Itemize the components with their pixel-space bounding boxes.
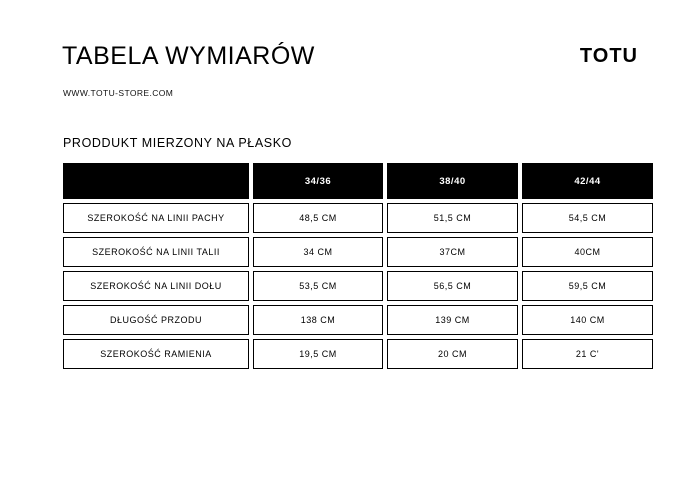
row-label: SZEROKOŚĆ RAMIENIA xyxy=(63,339,249,369)
size-table-container xyxy=(63,163,637,369)
row-label: SZEROKOŚĆ NA LINII PACHY xyxy=(63,203,249,233)
table-header-cell-size-2: 38/40 xyxy=(387,163,518,199)
table-row xyxy=(63,203,653,233)
row-value: 20 CM xyxy=(387,339,518,369)
row-value: 56,5 CM xyxy=(387,271,518,301)
row-value: 140 CM xyxy=(522,305,653,335)
document-header xyxy=(62,44,638,69)
row-value: 37CM xyxy=(387,237,518,267)
row-value: 54,5 CM xyxy=(522,203,653,233)
row-label: SZEROKOŚĆ NA LINII TALII xyxy=(63,237,249,267)
table-header-cell-corner xyxy=(63,163,249,199)
row-value: 139 CM xyxy=(387,305,518,335)
row-value: 34 CM xyxy=(253,237,383,267)
size-table-head xyxy=(63,163,653,199)
table-header-cell-size-3: 42/44 xyxy=(522,163,653,199)
row-value: 59,5 CM xyxy=(522,271,653,301)
table-header-row xyxy=(63,163,653,199)
brand-logo: TOTU xyxy=(579,45,638,67)
website-url: WWW.TOTU-STORE.COM xyxy=(63,88,174,98)
size-table-body xyxy=(63,203,653,369)
row-label: SZEROKOŚĆ NA LINII DOŁU xyxy=(63,271,249,301)
size-table xyxy=(59,159,657,373)
table-row xyxy=(63,271,653,301)
table-header-cell-size-1: 34/36 xyxy=(253,163,383,199)
row-value: 53,5 CM xyxy=(253,271,383,301)
row-value: 51,5 CM xyxy=(387,203,518,233)
row-value: 138 CM xyxy=(253,305,383,335)
row-label: DŁUGOŚĆ PRZODU xyxy=(63,305,249,335)
measurement-note: PRODDUKT MIERZONY NA PŁASKO xyxy=(63,136,292,150)
table-row xyxy=(63,237,653,267)
table-row xyxy=(63,339,653,369)
row-value: 48,5 CM xyxy=(253,203,383,233)
row-value: 21 C' xyxy=(522,339,653,369)
row-value: 40CM xyxy=(522,237,653,267)
page-title: TABELA WYMIARÓW xyxy=(62,42,315,70)
row-value: 19,5 CM xyxy=(253,339,383,369)
table-row xyxy=(63,305,653,335)
